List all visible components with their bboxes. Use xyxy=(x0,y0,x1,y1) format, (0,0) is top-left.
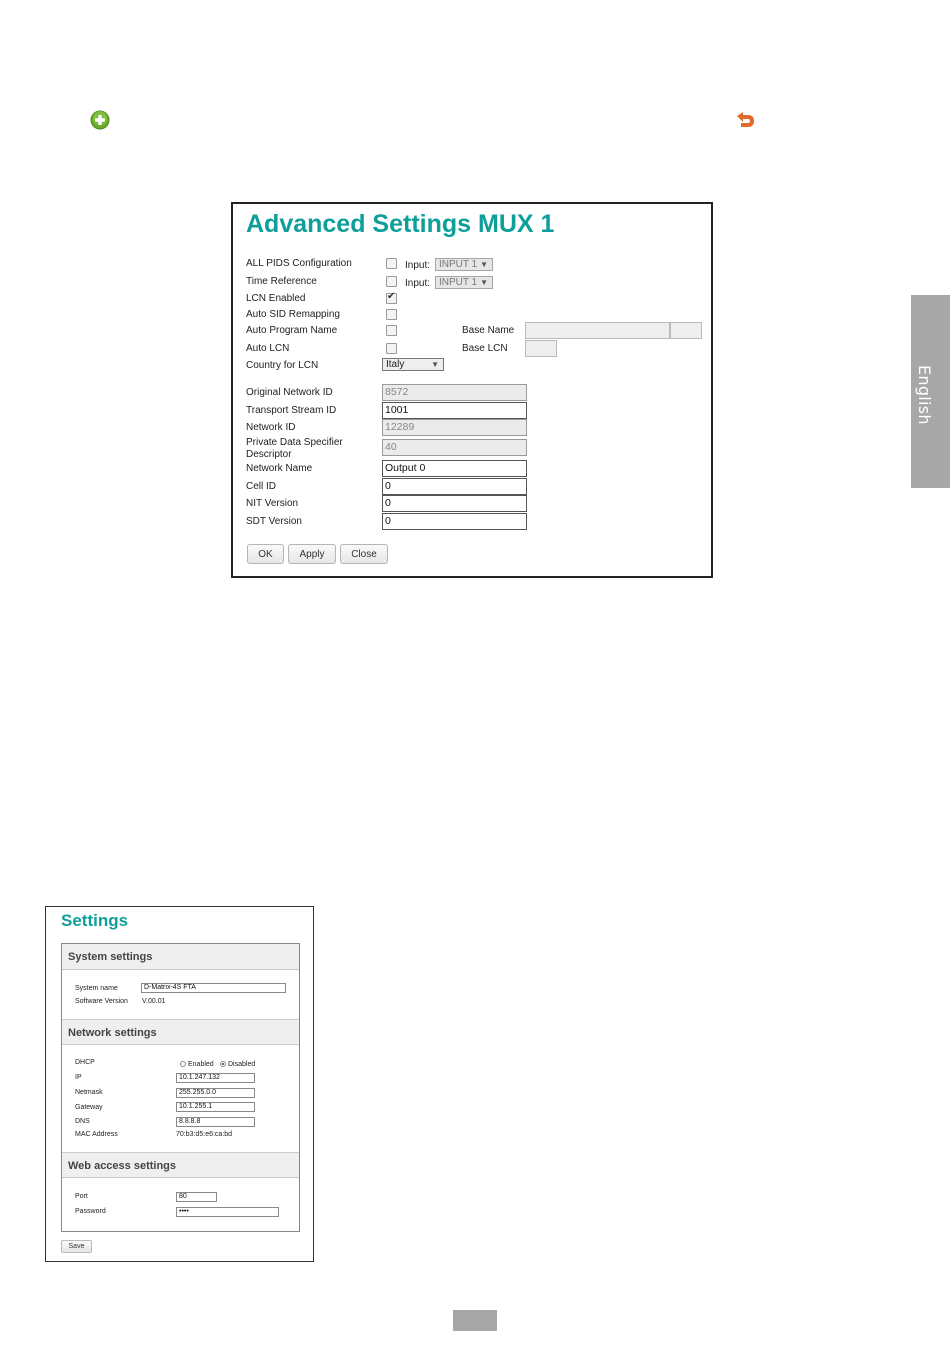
advanced-settings-panel xyxy=(231,202,713,578)
sdt-version-label: SDT Version xyxy=(246,516,302,527)
language-tab xyxy=(911,295,950,488)
all-pids-input-select[interactable]: INPUT 1 ▼ xyxy=(435,258,493,271)
mac-address-value: 70:b3:d5:e6:ca:bd xyxy=(176,1131,233,1138)
advanced-settings-title: Advanced Settings MUX 1 xyxy=(246,210,555,238)
password-label: Password xyxy=(75,1208,106,1215)
time-reference-label: Time Reference xyxy=(246,276,317,287)
transport-stream-id-input[interactable]: 1001 xyxy=(382,402,527,419)
language-label: English xyxy=(915,365,934,425)
apply-button[interactable]: Apply xyxy=(288,544,336,564)
all-pids-input-label: Input: xyxy=(405,260,431,271)
base-name-label: Base Name xyxy=(462,325,515,336)
all-pids-checkbox[interactable] xyxy=(386,258,397,269)
nit-version-input[interactable]: 0 xyxy=(382,495,527,512)
private-data-specifier-input[interactable]: 40 xyxy=(382,439,527,456)
sdt-version-input[interactable]: 0 xyxy=(382,513,527,530)
port-input[interactable]: 80 xyxy=(176,1192,217,1202)
original-network-id-label: Original Network ID xyxy=(246,387,333,398)
plus-circle-icon[interactable] xyxy=(90,110,110,130)
network-id-input[interactable]: 12289 xyxy=(382,419,527,436)
network-settings-header: Network settings xyxy=(62,1019,299,1045)
time-reference-checkbox[interactable] xyxy=(386,276,397,287)
system-name-input[interactable]: D-Matrix-4S FTA xyxy=(141,983,286,993)
auto-lcn-checkbox[interactable] xyxy=(386,343,397,354)
gateway-label: Gateway xyxy=(75,1104,103,1111)
transport-stream-id-label: Transport Stream ID xyxy=(246,405,337,416)
close-button[interactable]: Close xyxy=(340,544,388,564)
nit-version-label: NIT Version xyxy=(246,498,299,509)
software-version-value: V.00.01 xyxy=(142,998,166,1005)
ok-button[interactable]: OK xyxy=(247,544,284,564)
private-data-specifier-label-line2: Descriptor xyxy=(246,449,292,460)
all-pids-label: ALL PIDS Configuration xyxy=(246,258,352,269)
network-name-input[interactable]: Output 0 xyxy=(382,460,527,477)
page-number-box xyxy=(453,1310,497,1331)
base-name-suffix-input[interactable] xyxy=(670,322,702,339)
network-name-label: Network Name xyxy=(246,463,313,474)
lcn-enabled-checkbox[interactable] xyxy=(386,293,397,304)
dns-input[interactable]: 8.8.8.8 xyxy=(176,1117,255,1127)
cell-id-label: Cell ID xyxy=(246,481,277,492)
settings-form xyxy=(61,943,300,1232)
country-lcn-select[interactable]: Italy ▼ xyxy=(382,358,444,371)
base-lcn-label: Base LCN xyxy=(462,343,508,354)
password-input[interactable]: •••• xyxy=(176,1207,279,1217)
private-data-specifier-label-line1: Private Data Specifier xyxy=(246,437,343,448)
auto-sid-checkbox[interactable] xyxy=(386,309,397,320)
dhcp-enabled-label: Enabled xyxy=(188,1061,214,1068)
web-access-settings-header: Web access settings xyxy=(62,1152,299,1178)
auto-sid-label: Auto SID Remapping xyxy=(246,309,340,320)
base-lcn-input[interactable] xyxy=(525,340,557,357)
port-label: Port xyxy=(75,1193,88,1200)
mac-address-label: MAC Address xyxy=(75,1131,118,1138)
ip-label: IP xyxy=(75,1074,82,1081)
lcn-enabled-label: LCN Enabled xyxy=(246,293,306,304)
gateway-input[interactable]: 10.1.255.1 xyxy=(176,1102,255,1112)
dhcp-label: DHCP xyxy=(75,1059,95,1066)
cell-id-input[interactable]: 0 xyxy=(382,478,527,495)
time-reference-input-select[interactable]: INPUT 1 ▼ xyxy=(435,276,493,289)
dns-label: DNS xyxy=(75,1118,90,1125)
system-name-label: System name xyxy=(75,985,118,992)
undo-arrow-icon[interactable] xyxy=(734,110,756,132)
dhcp-disabled-radio[interactable] xyxy=(220,1061,226,1067)
save-button[interactable]: Save xyxy=(61,1240,92,1253)
base-name-input[interactable] xyxy=(525,322,670,339)
ip-input[interactable]: 10.1.247.132 xyxy=(176,1073,255,1083)
software-version-label: Software Version xyxy=(75,998,128,1005)
time-reference-input-label: Input: xyxy=(405,278,431,289)
netmask-label: Netmask xyxy=(75,1089,103,1096)
system-settings-header: System settings xyxy=(62,944,299,970)
netmask-input[interactable]: 255.255.0.0 xyxy=(176,1088,255,1098)
original-network-id-input[interactable]: 8572 xyxy=(382,384,527,401)
settings-panel xyxy=(45,906,314,1262)
settings-title: Settings xyxy=(61,911,129,930)
auto-program-name-checkbox[interactable] xyxy=(386,325,397,336)
dhcp-enabled-radio[interactable] xyxy=(180,1061,186,1067)
dhcp-disabled-label: Disabled xyxy=(228,1061,256,1068)
network-id-label: Network ID xyxy=(246,422,296,433)
auto-program-name-label: Auto Program Name xyxy=(246,325,338,336)
auto-lcn-label: Auto LCN xyxy=(246,343,290,354)
country-lcn-label: Country for LCN xyxy=(246,360,319,371)
